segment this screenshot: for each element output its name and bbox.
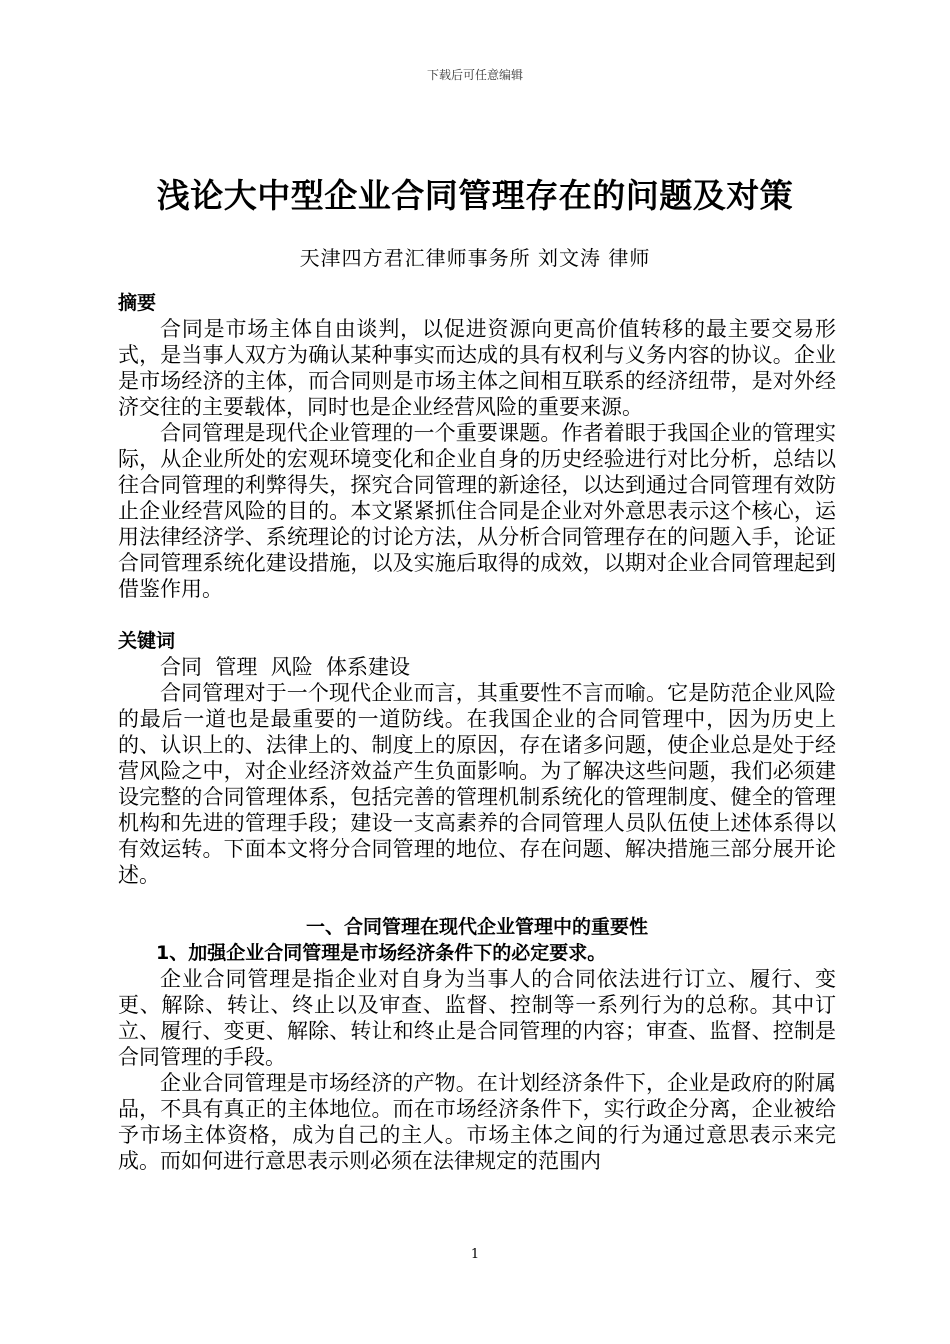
document-body xyxy=(118,290,836,1174)
keywords-text: 合同 管理 风险 体系建设 xyxy=(160,655,411,679)
intro-paragraph: 合同管理对于一个现代企业而言，其重要性不言而喻。它是防范企业风险的最后一道也是最重要的一道防线。在我国企业的合同管理中，因为历史上的、认识上的、法律上的、制度上的原因，存在诸多问题，使企业总是处于经营风险之中，对企业经济效益产生负面影响。为了解决这些问题，我们必须建设完整的合同管理体系，包括完善的管理机制系统化的管理制度、健全的管理机构和先进的管理手段；建设一支高素养的合同管理人员队伍使上述体系得以有效运转。下面本文将分合同管理的地位、存在问题、解决措施三部分展开论述。 xyxy=(118,681,836,887)
spacer xyxy=(118,888,836,914)
abstract-heading: 摘要 xyxy=(118,292,157,314)
header-note: 下载后可任意编辑 xyxy=(426,68,523,82)
section-1-title: 一、合同管理在现代企业管理中的重要性 xyxy=(305,916,648,938)
document-title: 浅论大中型企业合同管理存在的问题及对策 xyxy=(156,176,794,215)
section-1-subtitle: 1、加强企业合同管理是市场经济条件下的必定要求。 xyxy=(156,942,607,964)
abstract-paragraph-2: 合同管理是现代企业管理的一个重要课题。作者着眼于我国企业的管理实际，从企业所处的宏观环境变化和企业自身的历史经验进行对比分析，总结以往合同管理的利弊得失，探究合同管理的新途径，以达到通过合同管理有效防止企业经营风险的目的。本文紧紧抓住合同是企业对外意思表示这个核心，运用法律经济学、系统理论的讨论方法，从分析合同管理存在的问题入手，论证合同管理系统化建设措施，以及实施后取得的成效，以期对企业合同管理起到借鉴作用。 xyxy=(118,421,836,601)
spacer xyxy=(118,602,836,628)
page-number: 1 xyxy=(470,1247,480,1262)
author-line: 天津四方君汇律师事务所 刘文涛 律师 xyxy=(299,246,651,270)
keywords-heading: 关键词 xyxy=(118,630,176,652)
abstract-paragraph-1: 合同是市场主体自由谈判，以促进资源向更高价值转移的最主要交易形式，是当事人双方为确认某种事实而达成的具有权利与义务内容的协议。企业是市场经济的主体，而合同则是市场主体之间相互联系的经济纽带，是对外经济交往的主要载体，同时也是企业经营风险的重要来源。 xyxy=(118,317,836,419)
section-1-paragraph-1: 企业合同管理是指企业对自身为当事人的合同依法进行订立、履行、变更、解除、转让、终止以及审查、监督、控制等一系列行为的总称。其中订立、履行、变更、解除、转让和终止是合同管理的内容；审查、监督、控制是合同管理的手段。 xyxy=(118,967,836,1069)
section-1-paragraph-2: 企业合同管理是市场经济的产物。在计划经济条件下，企业是政府的附属品，不具有真正的主体地位。而在市场经济条件下，实行政企分离，企业被给予市场主体资格，成为自己的主人。市场主体之间的行为通过意思表示来完成。而如何进行意思表示则必须在法律规定的范围内 xyxy=(118,1071,836,1173)
